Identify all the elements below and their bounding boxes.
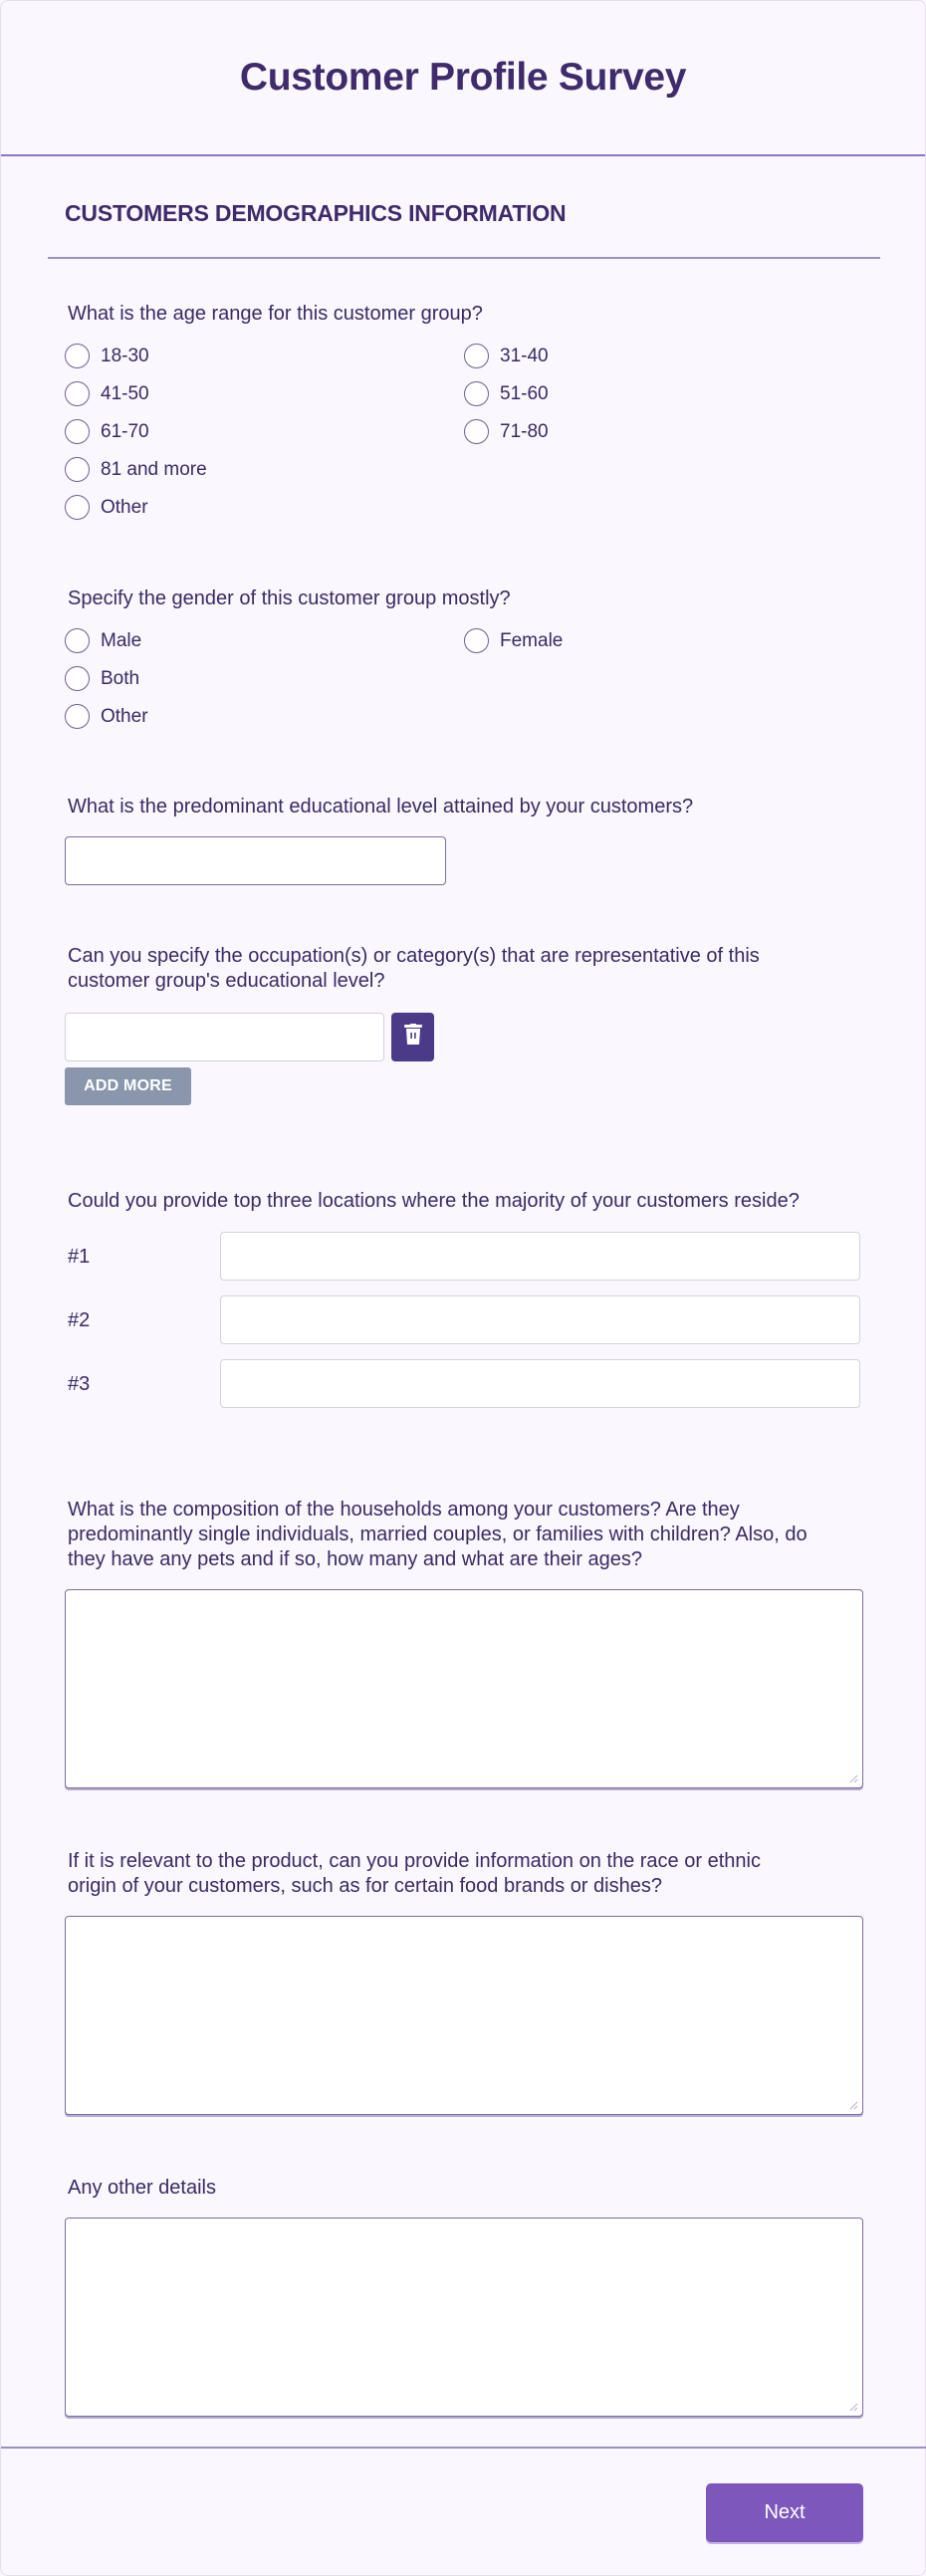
radio-gender-female[interactable] (464, 628, 563, 653)
label-line: predominantly single individuals, married couples, or families with children? Also, do (68, 1523, 808, 1545)
radio-age-71-80[interactable] (464, 419, 549, 444)
radio-label: 41-50 (101, 382, 149, 404)
radio-circle[interactable] (464, 381, 489, 406)
radio-label: 18-30 (101, 345, 149, 366)
section-title: CUSTOMERS DEMOGRAPHICS INFORMATION (65, 200, 567, 226)
radio-age-41-50[interactable] (65, 381, 149, 406)
radio-label: Other (101, 705, 148, 727)
form-header (1, 1, 925, 156)
question-occupation-label (68, 944, 760, 994)
radio-circle[interactable] (65, 495, 90, 520)
radio-label: Female (500, 629, 564, 651)
question-age-label: What is the age range for this customer group? (68, 303, 483, 325)
footer-divider (1, 2447, 926, 2449)
radio-circle[interactable] (65, 457, 90, 482)
question-gender-label: Specify the gender of this customer group mostly? (68, 587, 511, 609)
delete-occupation-button[interactable] (391, 1013, 434, 1061)
radio-age-31-40[interactable] (464, 344, 549, 368)
location-label-3: #3 (68, 1373, 91, 1395)
resize-grip-icon[interactable] (848, 2100, 858, 2110)
label-line: What is the composition of the households among your customers? Are they (68, 1499, 740, 1521)
radio-label: 61-70 (101, 420, 149, 442)
radio-label: 81 and more (101, 458, 207, 480)
radio-age-other[interactable] (65, 495, 148, 520)
radio-circle[interactable] (65, 666, 90, 691)
radio-age-51-60[interactable] (464, 381, 549, 406)
add-more-button[interactable]: ADD MORE (65, 1067, 191, 1105)
question-education-label: What is the predominant educational level attained by your customers? (68, 796, 694, 818)
resize-grip-icon[interactable] (848, 2402, 858, 2412)
radio-circle[interactable] (464, 628, 489, 653)
location-input-1[interactable] (220, 1232, 860, 1281)
radio-age-81-plus[interactable] (65, 457, 207, 482)
radio-gender-other[interactable] (65, 704, 148, 729)
radio-label: Other (101, 496, 148, 518)
trash-icon (404, 1024, 422, 1051)
radio-circle[interactable] (65, 419, 90, 444)
radio-label: Both (101, 667, 140, 689)
location-input-3[interactable] (220, 1359, 860, 1408)
radio-circle[interactable] (464, 344, 489, 368)
radio-circle[interactable] (65, 704, 90, 729)
radio-circle[interactable] (464, 419, 489, 444)
location-input-2[interactable] (220, 1295, 860, 1344)
radio-circle[interactable] (65, 381, 90, 406)
location-label-2: #2 (68, 1309, 91, 1331)
question-other-label: Any other details (68, 2177, 216, 2199)
resize-grip-icon[interactable] (848, 1773, 858, 1783)
question-household-label (68, 1498, 808, 1572)
radio-circle[interactable] (65, 628, 90, 653)
page-title: Customer Profile Survey (239, 56, 687, 99)
label-line: If it is relevant to the product, can you provide information on the race or ethnic (68, 1850, 761, 1872)
education-input[interactable] (65, 836, 446, 885)
radio-gender-both[interactable] (65, 666, 139, 691)
label-line: Can you specify the occupation(s) or category(s) that are representative of this (68, 945, 760, 967)
label-line: origin of your customers, such as for certain food brands or dishes? (68, 1875, 662, 1897)
radio-label: Male (101, 629, 142, 651)
radio-label: 31-40 (500, 345, 549, 366)
radio-age-61-70[interactable] (65, 419, 149, 444)
radio-age-18-30[interactable] (65, 344, 149, 368)
radio-label: 51-60 (500, 382, 549, 404)
radio-label: 71-80 (500, 420, 549, 442)
section-divider (48, 257, 880, 259)
location-label-1: #1 (68, 1246, 91, 1268)
occupation-input[interactable] (65, 1013, 384, 1061)
radio-gender-male[interactable] (65, 628, 141, 653)
next-button[interactable]: Next (706, 2483, 863, 2542)
household-textarea[interactable] (65, 1589, 863, 1788)
question-locations-label: Could you provide top three locations where the majority of your customers reside? (68, 1190, 800, 1212)
radio-circle[interactable] (65, 344, 90, 368)
label-line: they have any pets and if so, how many and what are their ages? (68, 1548, 643, 1570)
ethnic-textarea[interactable] (65, 1916, 863, 2115)
other-details-textarea[interactable] (65, 2218, 863, 2417)
label-line: customer group's educational level? (68, 970, 385, 992)
question-ethnic-label (68, 1849, 761, 1899)
